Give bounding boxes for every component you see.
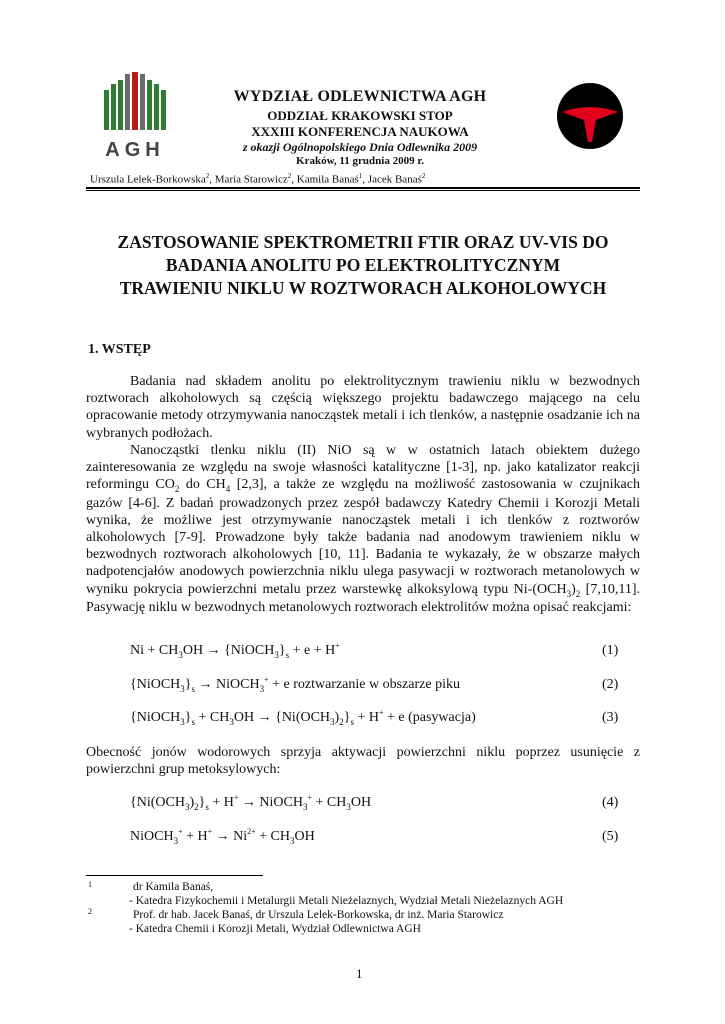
header-rule: [86, 187, 640, 189]
paragraph-intro: Badania nad składem anolitu po elektrolitycznym trawieniu niklu w bezwodnych roztworach alkoholowych są częścią większego projektu badawczego mającego na celu opracowanie metody otrzymywania nanocząstek metali i ich tlenków, a następnie osadzanie ich na wybranych podłożach.: [86, 374, 640, 441]
author-name: Kamila Banaś: [296, 173, 359, 186]
place-date: Kraków, 11 grudnia 2009 r.: [296, 155, 424, 167]
title-line: ZASTOSOWANIE SPEKTROMETRII FTIR ORAZ UV-VIS DO: [117, 232, 609, 252]
footnote-line: - Katedra Chemii i Korozji Metali, Wydział Odlewnictwa AGH: [129, 923, 421, 935]
equation-number: (3): [602, 710, 619, 725]
footnote-rule: [86, 875, 263, 876]
conference-name: XXXIII KONFERENCJA NAUKOWA: [251, 124, 469, 139]
equation-number: (4): [602, 795, 619, 810]
footnote-line: Prof. dr hab. Jacek Banaś, dr Urszula Lelek-Borkowska, dr inż. Maria Starowicz: [133, 909, 504, 921]
author-name: Urszula Lelek-Borkowska: [90, 173, 206, 186]
equation-number: (2): [602, 677, 619, 692]
equation-5: NiOCH$_3$+ + $H^+ \to Ni^{2+} + CH_3OH$: [130, 827, 315, 846]
author-name: Jacek Banaś: [367, 173, 422, 186]
paragraph-hydrogen: Obecność jonów wodorowych sprzyja aktywacji powierzchni niklu poprzez usunięcie z powierzchni grup metoksylowych:: [86, 745, 640, 778]
author-name: Maria Starowicz: [214, 173, 288, 186]
equation-number: (5): [602, 829, 619, 844]
conference-logo: [556, 82, 624, 150]
footnote-line: dr Kamila Banaś,: [133, 881, 214, 893]
page-number: 1: [356, 966, 363, 981]
faculty-name: WYDZIAŁ ODLEWNICTWA AGH: [233, 88, 487, 105]
header-rule-thin: [86, 190, 640, 191]
equation-number: (1): [602, 643, 619, 658]
equation-4: $\{Ni(OCH_3)_2\}_s + H^+$ → NiOCH$_3$+ + $CH_3OH$: [130, 793, 372, 812]
footnote-mark: 1: [88, 880, 92, 889]
agh-logo: [100, 70, 170, 162]
section-heading: 1. WSTĘP: [88, 342, 151, 357]
occasion: z okazji Ogólnopolskiego Dnia Odlewnika 2009: [242, 140, 478, 154]
agh-logo-text: AGH: [105, 139, 165, 161]
paragraph-nio: Nanocząstki tlenku niklu (II) NiO są w w ostatnich latach obiektem dużego zainteresowania ze względu na swoje własności katalityczne [1-3], np. jako katalizator reakcji reformingu $CO_2$ do $CH_4$ [2,3], a także ze względu na możliwość zastosowania w czujnikach gazów [4-6]. Z badań prowadzonych przez zespół badawczy Katedry Chemii i Korozji Metali wynika, że możliwe jest otrzymywanie nanocząstek metali i ich tlenków z roztworów alkoholowych [7-9]. Prowadzone były także badania nad anodowym trawieniem niklu w bezwodnych roztworach alkoholowych [10, 11]. Badania te wykazały, że w obszarze małych nadpotencjałów anodowych powierzchnia niklu ulega pasywacji w roztworach metanolowych w wyniku pokrycia powierzchni metalu przez warstewkę alkoksylową typu $Ni-(OCH_3)_2$ [7,10,11]. Pasywację niklu w bezwodnych metanolowych roztworach elektrolitów można opisać reakcjami:: [86, 443, 640, 615]
equation-2: $\{NiOCH_3\}_s$ → NiOCH$_3$+ + e roztwarzanie w obszarze piku: [130, 675, 460, 694]
authors-line: Urszula Lelek-Borkowska$^2$, Maria Starowicz$^2$, Kamila Banaś$^1$, Jacek Banaś$^2$: [90, 172, 426, 186]
footnote-mark: 2: [88, 907, 92, 916]
author-mark: 2: [205, 172, 210, 180]
author-mark: 2: [287, 172, 292, 180]
paper-title: [86, 231, 640, 300]
author-mark: 1: [358, 172, 363, 180]
author-mark: 2: [421, 172, 426, 180]
title-line: TRAWIENIU NIKLU W ROZTWORACH ALKOHOLOWYCH: [119, 278, 607, 298]
footnote-line: - Katedra Fizykochemii i Metalurgii Metali Nieżelaznych, Wydział Metali Nieżelaznych AGH: [129, 895, 564, 907]
equation-1: $Ni + CH_3OH$ → $\{NiOCH_3\}_s + e + H^+$: [130, 641, 340, 660]
equation-3: $\{NiOCH_3\}_s + CH_3OH \to \{Ni(OCH_3)_2\}_s + H^+ + e$ (pasywacja): [130, 708, 476, 727]
branch-name: ODDZIAŁ KRAKOWSKI STOP: [267, 108, 453, 123]
title-line: BADANIA ANOLITU PO ELEKTROLITYCZNYM: [165, 255, 561, 275]
